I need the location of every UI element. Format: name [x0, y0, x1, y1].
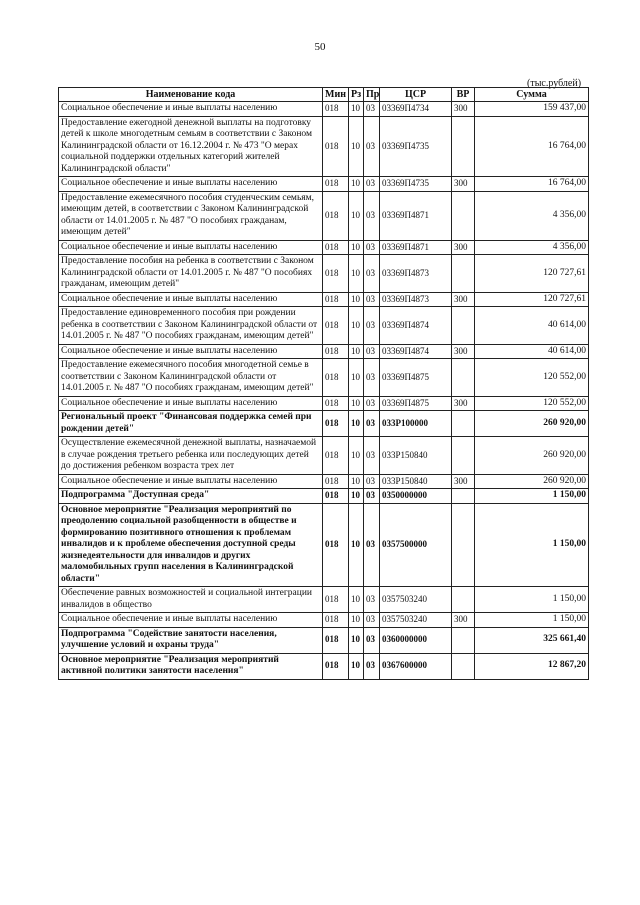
- row-pr: 03: [364, 116, 380, 177]
- page-number: 50: [314, 41, 326, 53]
- row-min: 018: [323, 359, 349, 397]
- row-min: 018: [323, 307, 349, 345]
- row-vr: 300: [452, 240, 475, 255]
- row-name: Социальное обеспечение и иные выплаты населению: [59, 613, 323, 628]
- row-pr: 03: [364, 240, 380, 255]
- row-vr: 300: [452, 613, 475, 628]
- row-rz: 10: [349, 292, 364, 307]
- header-pr: Пр: [364, 88, 380, 102]
- row-vr: [452, 359, 475, 397]
- row-rz: 10: [349, 613, 364, 628]
- row-sum: 40 614,00: [475, 344, 589, 359]
- table-row: [59, 255, 589, 293]
- row-name: Социальное обеспечение и иные выплаты населению: [59, 102, 323, 117]
- row-min: 018: [323, 240, 349, 255]
- row-sum: 4 356,00: [475, 191, 589, 240]
- row-min: 018: [323, 177, 349, 192]
- row-csr: 0357503240: [380, 613, 452, 628]
- row-pr: 03: [364, 177, 380, 192]
- row-csr: 03369П4874: [380, 307, 452, 345]
- row-rz: 10: [349, 344, 364, 359]
- row-csr: 033P150840: [380, 474, 452, 489]
- table-row: [59, 627, 589, 653]
- row-pr: 03: [364, 489, 380, 504]
- row-rz: 10: [349, 177, 364, 192]
- row-min: 018: [323, 116, 349, 177]
- table-row: [59, 396, 589, 411]
- row-name: Социальное обеспечение и иные выплаты населению: [59, 474, 323, 489]
- table-row: [59, 292, 589, 307]
- row-name: Предоставление ежемесячного пособия студенческим семьям, имеющим детей, в соответствии с Законом Калининградской области от 14.01.2005 г. № 487 "О пособиях гражданам, имеющим детей": [59, 191, 323, 240]
- row-vr: [452, 307, 475, 345]
- row-csr: 0360000000: [380, 627, 452, 653]
- table-row: [59, 411, 589, 437]
- row-sum: 1 150,00: [475, 503, 589, 587]
- row-min: 018: [323, 255, 349, 293]
- header-sum: Сумма: [475, 88, 589, 102]
- row-sum: 260 920,00: [475, 474, 589, 489]
- row-vr: [452, 255, 475, 293]
- row-rz: 10: [349, 503, 364, 587]
- header-name: Наименование кода: [59, 88, 323, 102]
- table-row: [59, 116, 589, 177]
- row-sum: 12 867,20: [475, 653, 589, 679]
- row-csr: 03369П4873: [380, 292, 452, 307]
- row-rz: 10: [349, 191, 364, 240]
- row-csr: 03369П4871: [380, 240, 452, 255]
- row-sum: 16 764,00: [475, 116, 589, 177]
- row-name: Социальное обеспечение и иные выплаты населению: [59, 396, 323, 411]
- row-pr: 03: [364, 102, 380, 117]
- table-row: [59, 344, 589, 359]
- table-row: [59, 102, 589, 117]
- row-pr: 03: [364, 292, 380, 307]
- table-row: [59, 613, 589, 628]
- row-min: 018: [323, 396, 349, 411]
- row-name: Основное мероприятие "Реализация мероприятий по преодолению социальной разобщенности в обществе и формированию позитивного отношения к проблемам инвалидов и к проблеме обеспечения доступной среды жизнедеятельности для инвалидов и других маломобильных групп населения в Калининградской области": [59, 503, 323, 587]
- row-csr: 03369П4734: [380, 102, 452, 117]
- row-sum: 4 356,00: [475, 240, 589, 255]
- row-sum: 1 150,00: [475, 489, 589, 504]
- row-sum: 159 437,00: [475, 102, 589, 117]
- row-min: 018: [323, 474, 349, 489]
- table-row: [59, 503, 589, 587]
- row-sum: 120 727,61: [475, 255, 589, 293]
- row-vr: 300: [452, 396, 475, 411]
- row-rz: 10: [349, 627, 364, 653]
- budget-table: [58, 87, 589, 680]
- row-vr: [452, 503, 475, 587]
- table-row: [59, 191, 589, 240]
- row-rz: 10: [349, 359, 364, 397]
- row-pr: 03: [364, 191, 380, 240]
- row-pr: 03: [364, 653, 380, 679]
- row-pr: 03: [364, 474, 380, 489]
- row-vr: [452, 587, 475, 613]
- row-csr: 03369П4735: [380, 116, 452, 177]
- row-min: 018: [323, 503, 349, 587]
- header-vr: ВР: [452, 88, 475, 102]
- table-row: [59, 489, 589, 504]
- row-name: Социальное обеспечение и иные выплаты населению: [59, 240, 323, 255]
- row-vr: [452, 191, 475, 240]
- row-sum: 120 552,00: [475, 359, 589, 397]
- table-row: [59, 587, 589, 613]
- row-sum: 260 920,00: [475, 437, 589, 475]
- row-csr: 03369П4735: [380, 177, 452, 192]
- row-pr: 03: [364, 627, 380, 653]
- row-name: Предоставление ежегодной денежной выплаты на подготовку детей к школе многодетным семьям в соответствии с Законом Калининградской области от 16.12.2004 г. № 473 "О мерах социальной поддержки отдельных категорий жителей Калининградской области": [59, 116, 323, 177]
- row-csr: 03369П4875: [380, 396, 452, 411]
- row-rz: 10: [349, 116, 364, 177]
- row-sum: 1 150,00: [475, 587, 589, 613]
- row-min: 018: [323, 587, 349, 613]
- row-min: 018: [323, 292, 349, 307]
- row-min: 018: [323, 437, 349, 475]
- table-row: [59, 359, 589, 397]
- row-min: 018: [323, 344, 349, 359]
- row-csr: 033P150840: [380, 437, 452, 475]
- row-sum: 260 920,00: [475, 411, 589, 437]
- row-csr: 0357503240: [380, 587, 452, 613]
- row-min: 018: [323, 191, 349, 240]
- row-vr: 300: [452, 292, 475, 307]
- header-csr: ЦСР: [380, 88, 452, 102]
- row-pr: 03: [364, 255, 380, 293]
- row-rz: 10: [349, 396, 364, 411]
- table-row: [59, 240, 589, 255]
- row-pr: 03: [364, 307, 380, 345]
- row-pr: 03: [364, 344, 380, 359]
- row-name: Социальное обеспечение и иные выплаты населению: [59, 344, 323, 359]
- row-sum: 1 150,00: [475, 613, 589, 628]
- header-rz: Рз: [349, 88, 364, 102]
- row-name: Социальное обеспечение и иные выплаты населению: [59, 177, 323, 192]
- row-sum: 40 614,00: [475, 307, 589, 345]
- table-row: [59, 653, 589, 679]
- row-csr: 03369П4873: [380, 255, 452, 293]
- row-rz: 10: [349, 437, 364, 475]
- row-rz: 10: [349, 411, 364, 437]
- row-rz: 10: [349, 102, 364, 117]
- table-header-row: [59, 88, 589, 102]
- row-min: 018: [323, 627, 349, 653]
- row-name: Предоставление единовременного пособия при рождении ребенка в соответствии с Законом Калининградской области от 14.01.2005 г. № 487 "О пособиях гражданам, имеющим детей": [59, 307, 323, 345]
- row-vr: 300: [452, 102, 475, 117]
- table-row: [59, 177, 589, 192]
- row-vr: 300: [452, 344, 475, 359]
- row-pr: 03: [364, 587, 380, 613]
- row-csr: 0357500000: [380, 503, 452, 587]
- row-pr: 03: [364, 396, 380, 411]
- row-csr: 0350000000: [380, 489, 452, 504]
- row-vr: [452, 627, 475, 653]
- row-rz: 10: [349, 587, 364, 613]
- row-name: Подпрограмма "Доступная среда": [59, 489, 323, 504]
- row-vr: 300: [452, 474, 475, 489]
- table-row: [59, 474, 589, 489]
- row-min: 018: [323, 489, 349, 504]
- row-name: Обеспечение равных возможностей и социальной интеграции инвалидов в общество: [59, 587, 323, 613]
- table-row: [59, 307, 589, 345]
- row-vr: [452, 411, 475, 437]
- row-name: Предоставление ежемесячного пособия многодетной семье в соответствии с Законом Калининградской области от 14.01.2005 г. № 487 "О пособиях гражданам, имеющим детей": [59, 359, 323, 397]
- row-rz: 10: [349, 474, 364, 489]
- row-name: Основное мероприятие "Реализация мероприятий активной политики занятости населения": [59, 653, 323, 679]
- row-rz: 10: [349, 255, 364, 293]
- row-sum: 120 552,00: [475, 396, 589, 411]
- units-label: (тыс.рублей): [527, 78, 582, 89]
- row-sum: 120 727,61: [475, 292, 589, 307]
- row-pr: 03: [364, 411, 380, 437]
- row-name: Осуществление ежемесячной денежной выплаты, назначаемой в случае рождения третьего ребенка или последующих детей до достижения ребенком возраста трех лет: [59, 437, 323, 475]
- row-sum: 325 661,40: [475, 627, 589, 653]
- row-pr: 03: [364, 359, 380, 397]
- row-vr: [452, 653, 475, 679]
- row-sum: 16 764,00: [475, 177, 589, 192]
- row-vr: [452, 437, 475, 475]
- row-csr: 03369П4875: [380, 359, 452, 397]
- row-min: 018: [323, 102, 349, 117]
- row-rz: 10: [349, 240, 364, 255]
- row-name: Подпрограмма "Содействие занятости населения, улучшение условий и охраны труда": [59, 627, 323, 653]
- row-pr: 03: [364, 613, 380, 628]
- row-name: Социальное обеспечение и иные выплаты населению: [59, 292, 323, 307]
- row-csr: 0367600000: [380, 653, 452, 679]
- row-vr: 300: [452, 177, 475, 192]
- row-name: Региональный проект "Финансовая поддержка семей при рождении детей": [59, 411, 323, 437]
- row-rz: 10: [349, 489, 364, 504]
- header-min: Мин: [323, 88, 349, 102]
- row-vr: [452, 116, 475, 177]
- row-rz: 10: [349, 653, 364, 679]
- table-body: [59, 102, 589, 680]
- row-pr: 03: [364, 503, 380, 587]
- row-rz: 10: [349, 307, 364, 345]
- row-min: 018: [323, 613, 349, 628]
- row-min: 018: [323, 653, 349, 679]
- row-min: 018: [323, 411, 349, 437]
- table-row: [59, 437, 589, 475]
- row-vr: [452, 489, 475, 504]
- row-csr: 03369П4874: [380, 344, 452, 359]
- row-name: Предоставление пособия на ребенка в соответствии с Законом Калининградской области от 14.01.2005 г. № 487 "О пособиях гражданам, имеющим детей": [59, 255, 323, 293]
- row-csr: 033P100000: [380, 411, 452, 437]
- row-pr: 03: [364, 437, 380, 475]
- row-csr: 03369П4871: [380, 191, 452, 240]
